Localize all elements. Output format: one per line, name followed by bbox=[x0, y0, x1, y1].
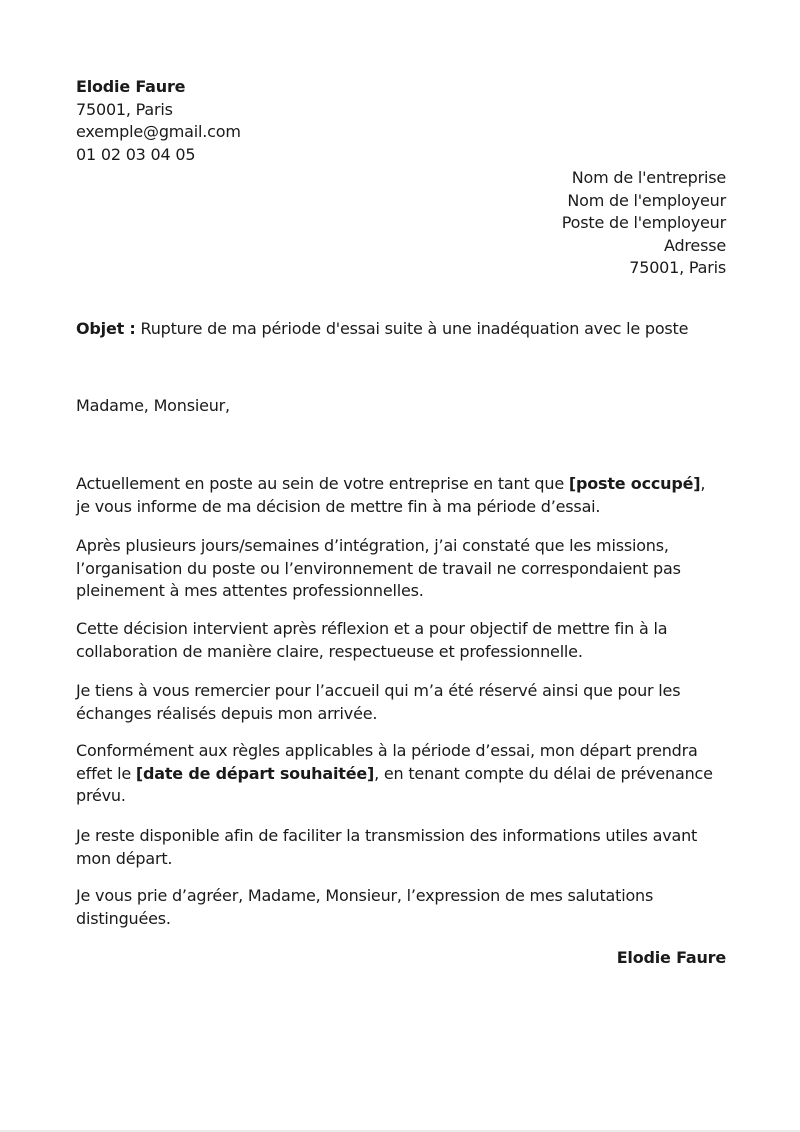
recipient-position: Poste de l'employeur bbox=[561, 213, 726, 233]
paragraph-2-line-3: pleinement à mes attentes professionnelles. bbox=[76, 581, 424, 601]
job-placeholder: [poste occupé] bbox=[568, 474, 701, 493]
closing-line-1: Je vous prie d’agréer, Madame, Monsieur, l’expression de mes salutations bbox=[76, 886, 654, 905]
closing-line-2: distinguées. bbox=[76, 908, 171, 928]
paragraph-3-line-2: collaboration de manière claire, respectueuse et professionnelle. bbox=[76, 641, 583, 661]
paragraph-1-comma: , bbox=[700, 474, 706, 493]
recipient-address: Adresse bbox=[663, 235, 726, 255]
recipient-city: 75001, Paris bbox=[629, 258, 726, 278]
paragraph-3-line-1: Cette décision intervient après réflexion et a pour objectif de mettre fin à la bbox=[76, 619, 668, 638]
recipient-company: Nom de l'entreprise bbox=[571, 168, 726, 187]
paragraph-5 bbox=[76, 740, 726, 808]
subject-line bbox=[76, 318, 726, 341]
sender-name: Elodie Faure bbox=[76, 77, 186, 96]
paragraph-1-line-2: je vous informe de ma décision de mettre fin à ma période d’essai. bbox=[76, 496, 601, 516]
paragraph-5-line-1: Conformément aux règles applicables à la période d’essai, mon départ prendra bbox=[76, 741, 698, 760]
date-placeholder: [date de départ souhaitée] bbox=[135, 763, 375, 783]
recipient-employer: Nom de l'employeur bbox=[567, 190, 726, 210]
recipient-block bbox=[76, 167, 726, 280]
paragraph-4-line-2: échanges réalisés depuis mon arrivée. bbox=[76, 703, 378, 723]
sender-phone: 01 02 03 04 05 bbox=[76, 144, 196, 164]
paragraph-1-text: Actuellement en poste au sein de votre entreprise en tant que bbox=[76, 474, 569, 493]
sender-block bbox=[76, 76, 726, 166]
paragraph-3 bbox=[76, 618, 726, 663]
sender-city: 75001, Paris bbox=[76, 99, 173, 119]
greeting: Madame, Monsieur, bbox=[76, 396, 230, 415]
paragraph-4 bbox=[76, 680, 726, 725]
paragraph-6-line-1: Je reste disponible afin de faciliter la transmission des informations utiles avant bbox=[76, 826, 698, 845]
paragraph-5-text: effet le bbox=[76, 763, 136, 783]
subject-label: Objet : bbox=[76, 319, 136, 338]
sender-email: exemple@gmail.com bbox=[76, 122, 241, 142]
paragraph-2-line-1: Après plusieurs jours/semaines d’intégration, j’ai constaté que les missions, bbox=[76, 536, 669, 555]
paragraph-1 bbox=[76, 473, 726, 518]
paragraph-6-line-2: mon départ. bbox=[76, 848, 173, 868]
paragraph-5-line-3: prévu. bbox=[76, 786, 126, 806]
paragraph-2-line-2: l’organisation du poste ou l’environnement de travail ne correspondaient pas bbox=[76, 558, 681, 578]
signature: Elodie Faure bbox=[616, 948, 726, 967]
closing-paragraph bbox=[76, 885, 726, 930]
paragraph-5-text-end: , en tenant compte du délai de prévenance bbox=[374, 763, 713, 783]
paragraph-6 bbox=[76, 825, 726, 870]
paragraph-4-line-1: Je tiens à vous remercier pour l’accueil qui m’a été réservé ainsi que pour les bbox=[76, 681, 681, 700]
subject-text: Rupture de ma période d'essai suite à une inadéquation avec le poste bbox=[135, 319, 689, 338]
paragraph-2 bbox=[76, 535, 726, 603]
